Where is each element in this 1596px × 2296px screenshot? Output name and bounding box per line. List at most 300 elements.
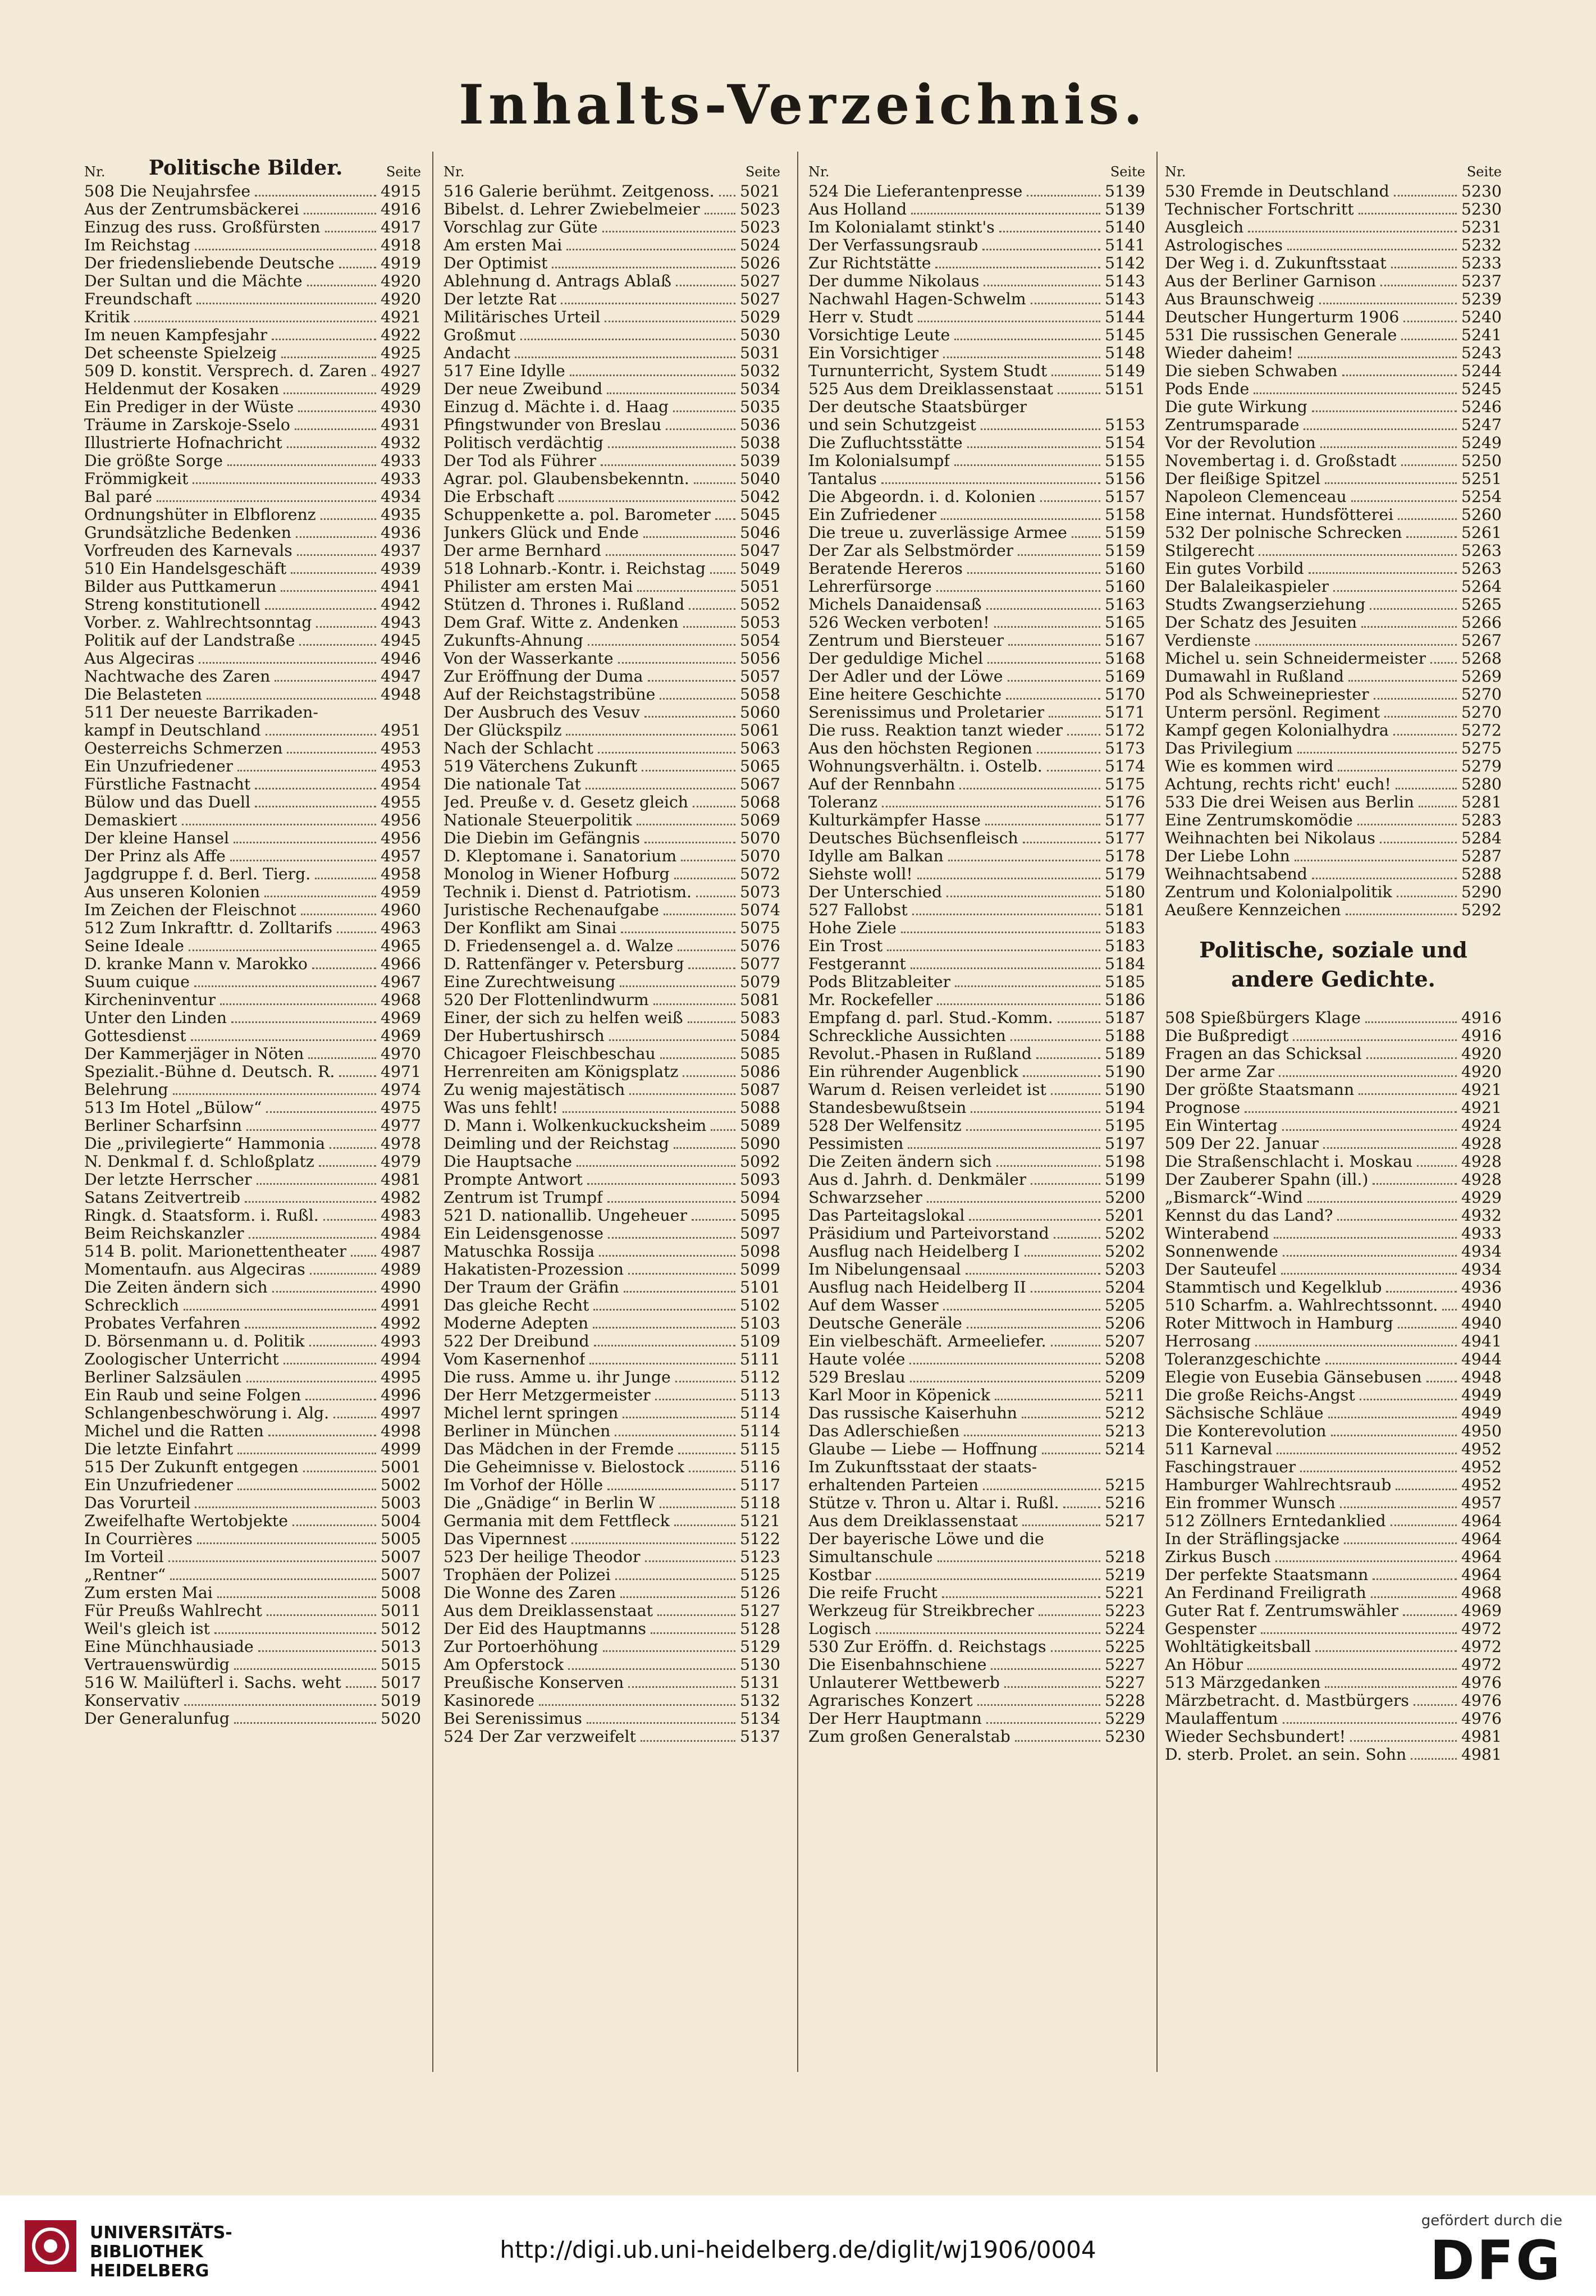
entry-title: Im Vorhof der Hölle	[443, 1476, 603, 1494]
dot-leader	[1406, 536, 1457, 538]
toc-entry	[808, 1170, 1145, 1188]
page-number: 5187	[1104, 1008, 1145, 1027]
dot-leader	[1430, 662, 1457, 664]
toc-entry	[443, 1008, 780, 1026]
entry-title: Nationale Steuerpolitik	[443, 811, 632, 829]
entry-title: Die große Reichs-Angst	[1165, 1386, 1355, 1404]
entry-title: Deutscher Hungerturm 1906	[1165, 308, 1400, 326]
dot-leader	[628, 1273, 735, 1275]
entry-title: Ein rührender Augenblick	[808, 1062, 1018, 1081]
entry-title: 532 Der polnische Schrecken	[1165, 523, 1402, 542]
page-number: 5109	[739, 1332, 780, 1350]
page-number: 4936	[1461, 1278, 1502, 1297]
page-number: 4977	[380, 1116, 421, 1135]
entry-title: Einer, der sich zu helfen weiß	[443, 1008, 683, 1027]
entry-title: Fürstliche Fastnacht	[84, 775, 251, 793]
entry-title: Auf der Rennbahn	[808, 775, 955, 793]
toc-entry	[1165, 290, 1502, 308]
entry-title: Die Geheimnisse v. Bielostock	[443, 1458, 684, 1476]
dot-leader	[134, 321, 376, 322]
page-number: 4987	[380, 1242, 421, 1261]
page-number: 5221	[1104, 1583, 1145, 1602]
dot-leader	[1312, 410, 1457, 412]
dot-leader	[372, 375, 376, 376]
toc-entry	[1165, 469, 1502, 487]
page-number: 5280	[1461, 775, 1502, 793]
page-number: 4976	[1461, 1691, 1502, 1710]
toc-entry	[443, 1673, 780, 1691]
entry-title: Jagdgruppe f. d. Berl. Tierg.	[84, 865, 311, 883]
entry-title: Der Traum der Gräfin	[443, 1278, 619, 1297]
toc-entry	[443, 757, 780, 775]
page-number: 5153	[1104, 416, 1145, 434]
toc-entry	[443, 990, 780, 1008]
toc-entry	[84, 1637, 421, 1655]
dot-leader	[283, 1363, 376, 1364]
toc-entry	[443, 1044, 780, 1062]
column-divider	[797, 152, 798, 2072]
page-number: 5069	[739, 811, 780, 829]
dot-leader	[1414, 1704, 1457, 1706]
entry-title: Der Sauteufel	[1165, 1260, 1277, 1279]
dot-leader	[255, 806, 376, 807]
page-number: 5211	[1104, 1386, 1145, 1404]
dot-leader	[1371, 1596, 1457, 1598]
page-number: 4957	[1461, 1494, 1502, 1512]
toc-entry	[808, 1332, 1145, 1350]
page-number: 5205	[1104, 1296, 1145, 1314]
toc-entry	[443, 254, 780, 272]
dot-leader	[1261, 1632, 1457, 1634]
dot-leader	[936, 590, 1100, 592]
dot-leader	[1300, 1471, 1457, 1472]
toc-entry	[1165, 487, 1502, 505]
page-number: 5163	[1104, 595, 1145, 614]
dot-leader	[234, 842, 376, 843]
toc-entry	[84, 829, 421, 847]
toc-entry	[808, 398, 1145, 416]
entry-title: 531 Die russischen Generale	[1165, 326, 1397, 344]
entry-title: Aus dem Dreiklassenstaat	[808, 1512, 1018, 1530]
dot-leader	[986, 608, 1100, 610]
dot-leader	[234, 1722, 376, 1724]
dot-leader	[515, 357, 735, 358]
page-number: 4935	[380, 505, 421, 524]
toc-entry	[1165, 200, 1502, 218]
dot-leader	[938, 1560, 1100, 1562]
dot-leader	[674, 1524, 735, 1526]
entry-title: Das russische Kaiserhuhn	[808, 1404, 1018, 1422]
column-header	[84, 157, 421, 180]
dot-leader	[267, 1614, 376, 1616]
page-number: 5185	[1104, 973, 1145, 991]
dot-leader	[615, 1578, 735, 1580]
dot-leader	[911, 213, 1100, 214]
toc-entry	[84, 990, 421, 1008]
toc-entry	[808, 1512, 1145, 1530]
page-number: 5169	[1104, 667, 1145, 686]
dot-leader	[664, 914, 735, 915]
page-number: 5073	[739, 883, 780, 901]
toc-entry	[808, 1548, 1145, 1565]
page-number: 5190	[1104, 1062, 1145, 1081]
entry-title: Der Balaleikaspieler	[1165, 577, 1329, 596]
page-number: 5159	[1104, 523, 1145, 542]
entry-title: Ausgleich	[1165, 218, 1244, 236]
dot-leader	[935, 267, 1100, 268]
toc-entry	[443, 775, 780, 793]
dot-leader	[1287, 249, 1457, 250]
page-number: 5099	[739, 1260, 780, 1279]
page-number: 5113	[739, 1386, 780, 1404]
entry-title: Bibelst. d. Lehrer Zwiebelmeier	[443, 200, 700, 218]
entry-title: 527 Fallobst	[808, 901, 908, 919]
entry-title: Dumawahl in Rußland	[1165, 667, 1344, 686]
page-number: 4975	[380, 1098, 421, 1117]
toc-entry	[443, 865, 780, 883]
dot-leader	[607, 392, 735, 394]
toc-entry	[1165, 1296, 1502, 1314]
page-number: 4928	[1461, 1134, 1502, 1153]
page-number: 5092	[739, 1152, 780, 1171]
page-number: 4998	[380, 1422, 421, 1440]
section-heading: Politische, soziale und andere Gedichte.	[1199, 937, 1467, 992]
dot-leader	[876, 1632, 1100, 1634]
toc-entry	[84, 1548, 421, 1565]
page-number: 4968	[1461, 1583, 1502, 1602]
page-number: 5177	[1104, 829, 1145, 847]
entry-title: Empfang d. parl. Stud.-Komm.	[808, 1008, 1053, 1027]
toc-entry	[443, 631, 780, 649]
entry-title: Wieder daheim!	[1165, 344, 1293, 362]
dot-leader	[1023, 1075, 1100, 1077]
entry-title: Die Wonne des Zaren	[443, 1583, 616, 1602]
page-number: 5206	[1104, 1314, 1145, 1332]
dfg-logo: DFG	[1429, 2229, 1562, 2292]
dot-leader	[315, 878, 376, 879]
entry-title: Die Bußpredigt	[1165, 1026, 1289, 1045]
dot-leader	[312, 967, 376, 969]
toc-entry	[443, 1548, 780, 1565]
page-number: 5233	[1461, 254, 1502, 272]
page-number: 4960	[380, 901, 421, 919]
entry-title: 520 Der Flottenlindwurm	[443, 990, 649, 1009]
page-number: 4943	[380, 613, 421, 632]
entry-title: Das Parteitagslokal	[808, 1206, 965, 1225]
page-number: 5203	[1104, 1260, 1145, 1279]
dot-leader	[696, 896, 735, 897]
page-number: 5116	[739, 1458, 780, 1476]
dot-leader	[255, 195, 376, 197]
entry-title: Zur Eröffnung der Duma	[443, 667, 643, 686]
page-number: 4979	[380, 1152, 421, 1171]
entry-title: Herr v. Studt	[808, 308, 913, 326]
dot-leader	[705, 213, 735, 214]
page-number: 5114	[739, 1422, 780, 1440]
page-number: 5139	[1104, 182, 1145, 200]
toc-entry	[443, 1637, 780, 1655]
toc-entry	[443, 667, 780, 685]
seite-header: Seite	[1110, 164, 1145, 180]
page-number: 5267	[1461, 631, 1502, 650]
entry-title: Verdienste	[1165, 631, 1251, 650]
entry-title: Der neue Zweibund	[443, 380, 603, 398]
entry-title: Det scheenste Spielzeig	[84, 344, 277, 362]
toc-entry	[443, 1494, 780, 1512]
entry-title: Satans Zeitvertreib	[84, 1188, 241, 1207]
entry-title: Guter Rat f. Zentrumswähler	[1165, 1601, 1398, 1620]
entry-title: Der geduldige Michel	[808, 649, 984, 668]
page-number: 5172	[1104, 721, 1145, 740]
page-number: 4947	[380, 667, 421, 686]
page-number: 5237	[1461, 272, 1502, 290]
dot-leader	[1370, 608, 1457, 610]
toc-entry	[84, 613, 421, 631]
page-number: 5230	[1461, 182, 1502, 200]
dot-leader	[191, 1039, 376, 1041]
entry-title: Für Preußs Wahlrecht	[84, 1601, 262, 1620]
page-number: 4920	[380, 290, 421, 308]
dot-leader	[1283, 1722, 1457, 1724]
entry-title: Der größte Staatsmann	[1165, 1080, 1355, 1099]
page-number: 5245	[1461, 380, 1502, 398]
page-number: 5158	[1104, 505, 1145, 524]
entry-title: Schuppenkette a. pol. Barometer	[443, 505, 711, 524]
toc-entry	[1165, 577, 1502, 595]
entry-title: Berliner Scharfsinn	[84, 1116, 243, 1135]
dot-leader	[996, 1165, 1100, 1167]
dot-leader	[168, 1560, 376, 1562]
page-number: 5165	[1104, 613, 1145, 632]
page-number: 5212	[1104, 1404, 1145, 1422]
toc-entry	[1165, 1224, 1502, 1242]
entry-title: Belehrung	[84, 1080, 168, 1099]
page-number: 4930	[380, 398, 421, 416]
dot-leader	[901, 932, 1100, 933]
page-number: 4934	[380, 487, 421, 506]
page-number: 5269	[1461, 667, 1502, 686]
toc-entry	[443, 1062, 780, 1080]
page-number: 5243	[1461, 344, 1502, 362]
entry-title: Sächsische Schläue	[1165, 1404, 1324, 1422]
entry-title: Eine heitere Geschichte	[808, 685, 1002, 704]
entry-title: Der Prinz als Affe	[84, 847, 226, 865]
page-number: 5101	[739, 1278, 780, 1297]
toc-entry	[443, 1098, 780, 1116]
page-number: 5115	[739, 1440, 780, 1458]
page-number: 5141	[1104, 236, 1145, 254]
entry-title: Turnunterricht, System Studt	[808, 362, 1048, 380]
entry-title: Nachtwache des Zaren	[84, 667, 271, 686]
entry-title: Die sieben Schwaben	[1165, 362, 1338, 380]
entry-title: Siehste woll!	[808, 865, 913, 883]
entry-title: Oesterreichs Schmerzen	[84, 739, 283, 757]
nr-header: Nr.	[1165, 164, 1186, 180]
toc-entry	[443, 1440, 780, 1458]
entry-title: Der fleißige Spitzel	[1165, 469, 1321, 488]
toc-entry	[808, 1008, 1145, 1026]
toc-entry	[1165, 1170, 1502, 1188]
toc-entry	[443, 1422, 780, 1440]
page-number: 4956	[380, 811, 421, 829]
dot-leader	[1328, 1417, 1457, 1418]
entry-title: 511 Karneval	[1165, 1440, 1273, 1458]
entry-title: Eine internat. Hundsfötterei	[1165, 505, 1394, 524]
dot-leader	[194, 985, 376, 987]
entry-title: Zur Richtstätte	[808, 254, 931, 272]
page-number: 5218	[1104, 1548, 1145, 1566]
page-number: 4936	[380, 523, 421, 542]
page-number: 4959	[380, 883, 421, 901]
entry-title: Freundschaft	[84, 290, 192, 308]
entry-title: Prognose	[1165, 1098, 1241, 1117]
entry-title: Der Verfassungsraub	[808, 236, 978, 254]
toc-entry	[808, 1044, 1145, 1062]
dot-leader	[1248, 231, 1457, 232]
toc-entry	[443, 613, 780, 631]
toc-entry	[808, 308, 1145, 326]
entry-title: Vorfreuden des Karnevals	[84, 541, 292, 560]
entry-title: Ein Unzufriedener	[84, 1476, 234, 1494]
dot-leader	[917, 878, 1100, 879]
entry-title: Fragen an das Schicksal	[1165, 1044, 1362, 1063]
entry-title: Pessimisten	[808, 1134, 904, 1153]
dot-leader	[1031, 1183, 1100, 1185]
toc-entry	[84, 1116, 421, 1134]
entry-title: Zentrumsparade	[1165, 416, 1300, 434]
dot-leader	[268, 1435, 376, 1436]
dot-leader	[710, 572, 735, 574]
toc-entry	[84, 1386, 421, 1404]
entry-title: Der friedensliebende Deutsche	[84, 254, 335, 272]
entry-title: Hohe Ziele	[808, 919, 897, 937]
page-number: 5021	[739, 182, 780, 200]
dot-leader	[644, 716, 735, 718]
page-number: 5004	[380, 1512, 421, 1530]
toc-entry	[1165, 1601, 1502, 1619]
toc-entry	[84, 937, 421, 955]
dot-leader	[184, 1309, 376, 1311]
toc-entry	[84, 1368, 421, 1386]
page-number: 5174	[1104, 757, 1145, 775]
entry-title: Ein Prediger in der Wüste	[84, 398, 294, 416]
page-number: 5287	[1461, 847, 1502, 865]
page-number: 4922	[380, 326, 421, 344]
page-number: 5272	[1461, 721, 1502, 740]
entry-title: Kampf gegen Kolonialhydra	[1165, 721, 1389, 740]
entry-title: Maulaffentum	[1165, 1709, 1278, 1728]
toc-column-4	[1165, 157, 1502, 1763]
entry-title: Der Adler und der Löwe	[808, 667, 1003, 686]
page-number: 4999	[380, 1440, 421, 1458]
dot-leader	[660, 698, 735, 700]
dot-leader	[316, 626, 376, 628]
toc-entry	[808, 200, 1145, 218]
page-number: 5011	[380, 1601, 421, 1620]
page-number: 5157	[1104, 487, 1145, 506]
page-number: 5052	[739, 595, 780, 614]
source-url[interactable]: http://digi.ub.uni-heidelberg.de/diglit/wj1906/0004	[500, 2236, 1096, 2263]
toc-entry	[1165, 901, 1502, 919]
toc-entry	[84, 631, 421, 649]
page-number: 5173	[1104, 739, 1145, 757]
dot-leader	[1344, 1542, 1457, 1544]
toc-entry	[808, 631, 1145, 649]
entry-title: 511 Der neueste Barrikaden-	[84, 703, 318, 722]
page-number: 5156	[1104, 469, 1145, 488]
page-number: 5076	[739, 937, 780, 955]
page-number: 5290	[1461, 883, 1502, 901]
page-number: 4932	[380, 433, 421, 452]
toc-entry	[808, 901, 1145, 919]
dot-leader	[674, 878, 735, 879]
entry-title: Deutsches Büchsenfleisch	[808, 829, 1018, 847]
dot-leader	[609, 1039, 735, 1041]
dot-leader	[1277, 1453, 1457, 1454]
page-number: 4956	[380, 829, 421, 847]
dot-leader	[621, 932, 735, 933]
dot-leader	[598, 752, 735, 754]
dot-leader	[339, 267, 376, 268]
page-number: 4920	[1461, 1044, 1502, 1063]
dot-leader	[1397, 896, 1457, 897]
dot-leader	[1359, 1093, 1457, 1095]
toc-entry	[1165, 362, 1502, 380]
dot-leader	[623, 1417, 735, 1418]
toc-entry	[808, 1530, 1145, 1548]
dot-leader	[607, 1489, 735, 1490]
page-number: 5023	[739, 218, 780, 236]
dot-leader	[1398, 518, 1457, 520]
dot-leader	[272, 1291, 376, 1293]
toc-entry	[1165, 523, 1502, 541]
toc-entry	[808, 1062, 1145, 1080]
dot-leader	[1274, 1237, 1457, 1239]
page-number: 4981	[1461, 1727, 1502, 1746]
page-number: 5204	[1104, 1278, 1145, 1297]
entry-title: In der Sträflingsjacke	[1165, 1530, 1340, 1548]
page-number: 5049	[739, 559, 780, 578]
entry-title: Die russ. Amme u. ihr Junge	[443, 1368, 671, 1386]
dot-leader	[199, 662, 376, 664]
dot-leader	[655, 1399, 735, 1400]
toc-entry	[84, 1278, 421, 1296]
toc-entry	[1165, 541, 1502, 559]
toc-entry	[443, 559, 780, 577]
toc-entry	[443, 973, 780, 990]
dot-leader	[1384, 716, 1457, 718]
page-number: 5130	[739, 1655, 780, 1674]
page-number: 5070	[739, 847, 780, 865]
toc-entry	[84, 1188, 421, 1206]
toc-entry	[443, 1583, 780, 1601]
entry-title: Das Privilegium	[1165, 739, 1293, 757]
toc-entry	[443, 649, 780, 667]
toc-entry	[84, 1152, 421, 1170]
page-number: 4932	[1461, 1206, 1502, 1225]
page-number: 5201	[1104, 1206, 1145, 1225]
page-number: 5181	[1104, 901, 1145, 919]
toc-entry	[443, 344, 780, 362]
entry-title: Bilder aus Puttkamerun	[84, 577, 277, 596]
page-number: 4953	[380, 739, 421, 757]
page-number: 4933	[380, 469, 421, 488]
toc-entry	[443, 1332, 780, 1350]
toc-entry	[1165, 1637, 1502, 1655]
toc-entry	[443, 1206, 780, 1224]
dot-leader	[620, 1596, 735, 1598]
page-number: 5155	[1104, 451, 1145, 470]
